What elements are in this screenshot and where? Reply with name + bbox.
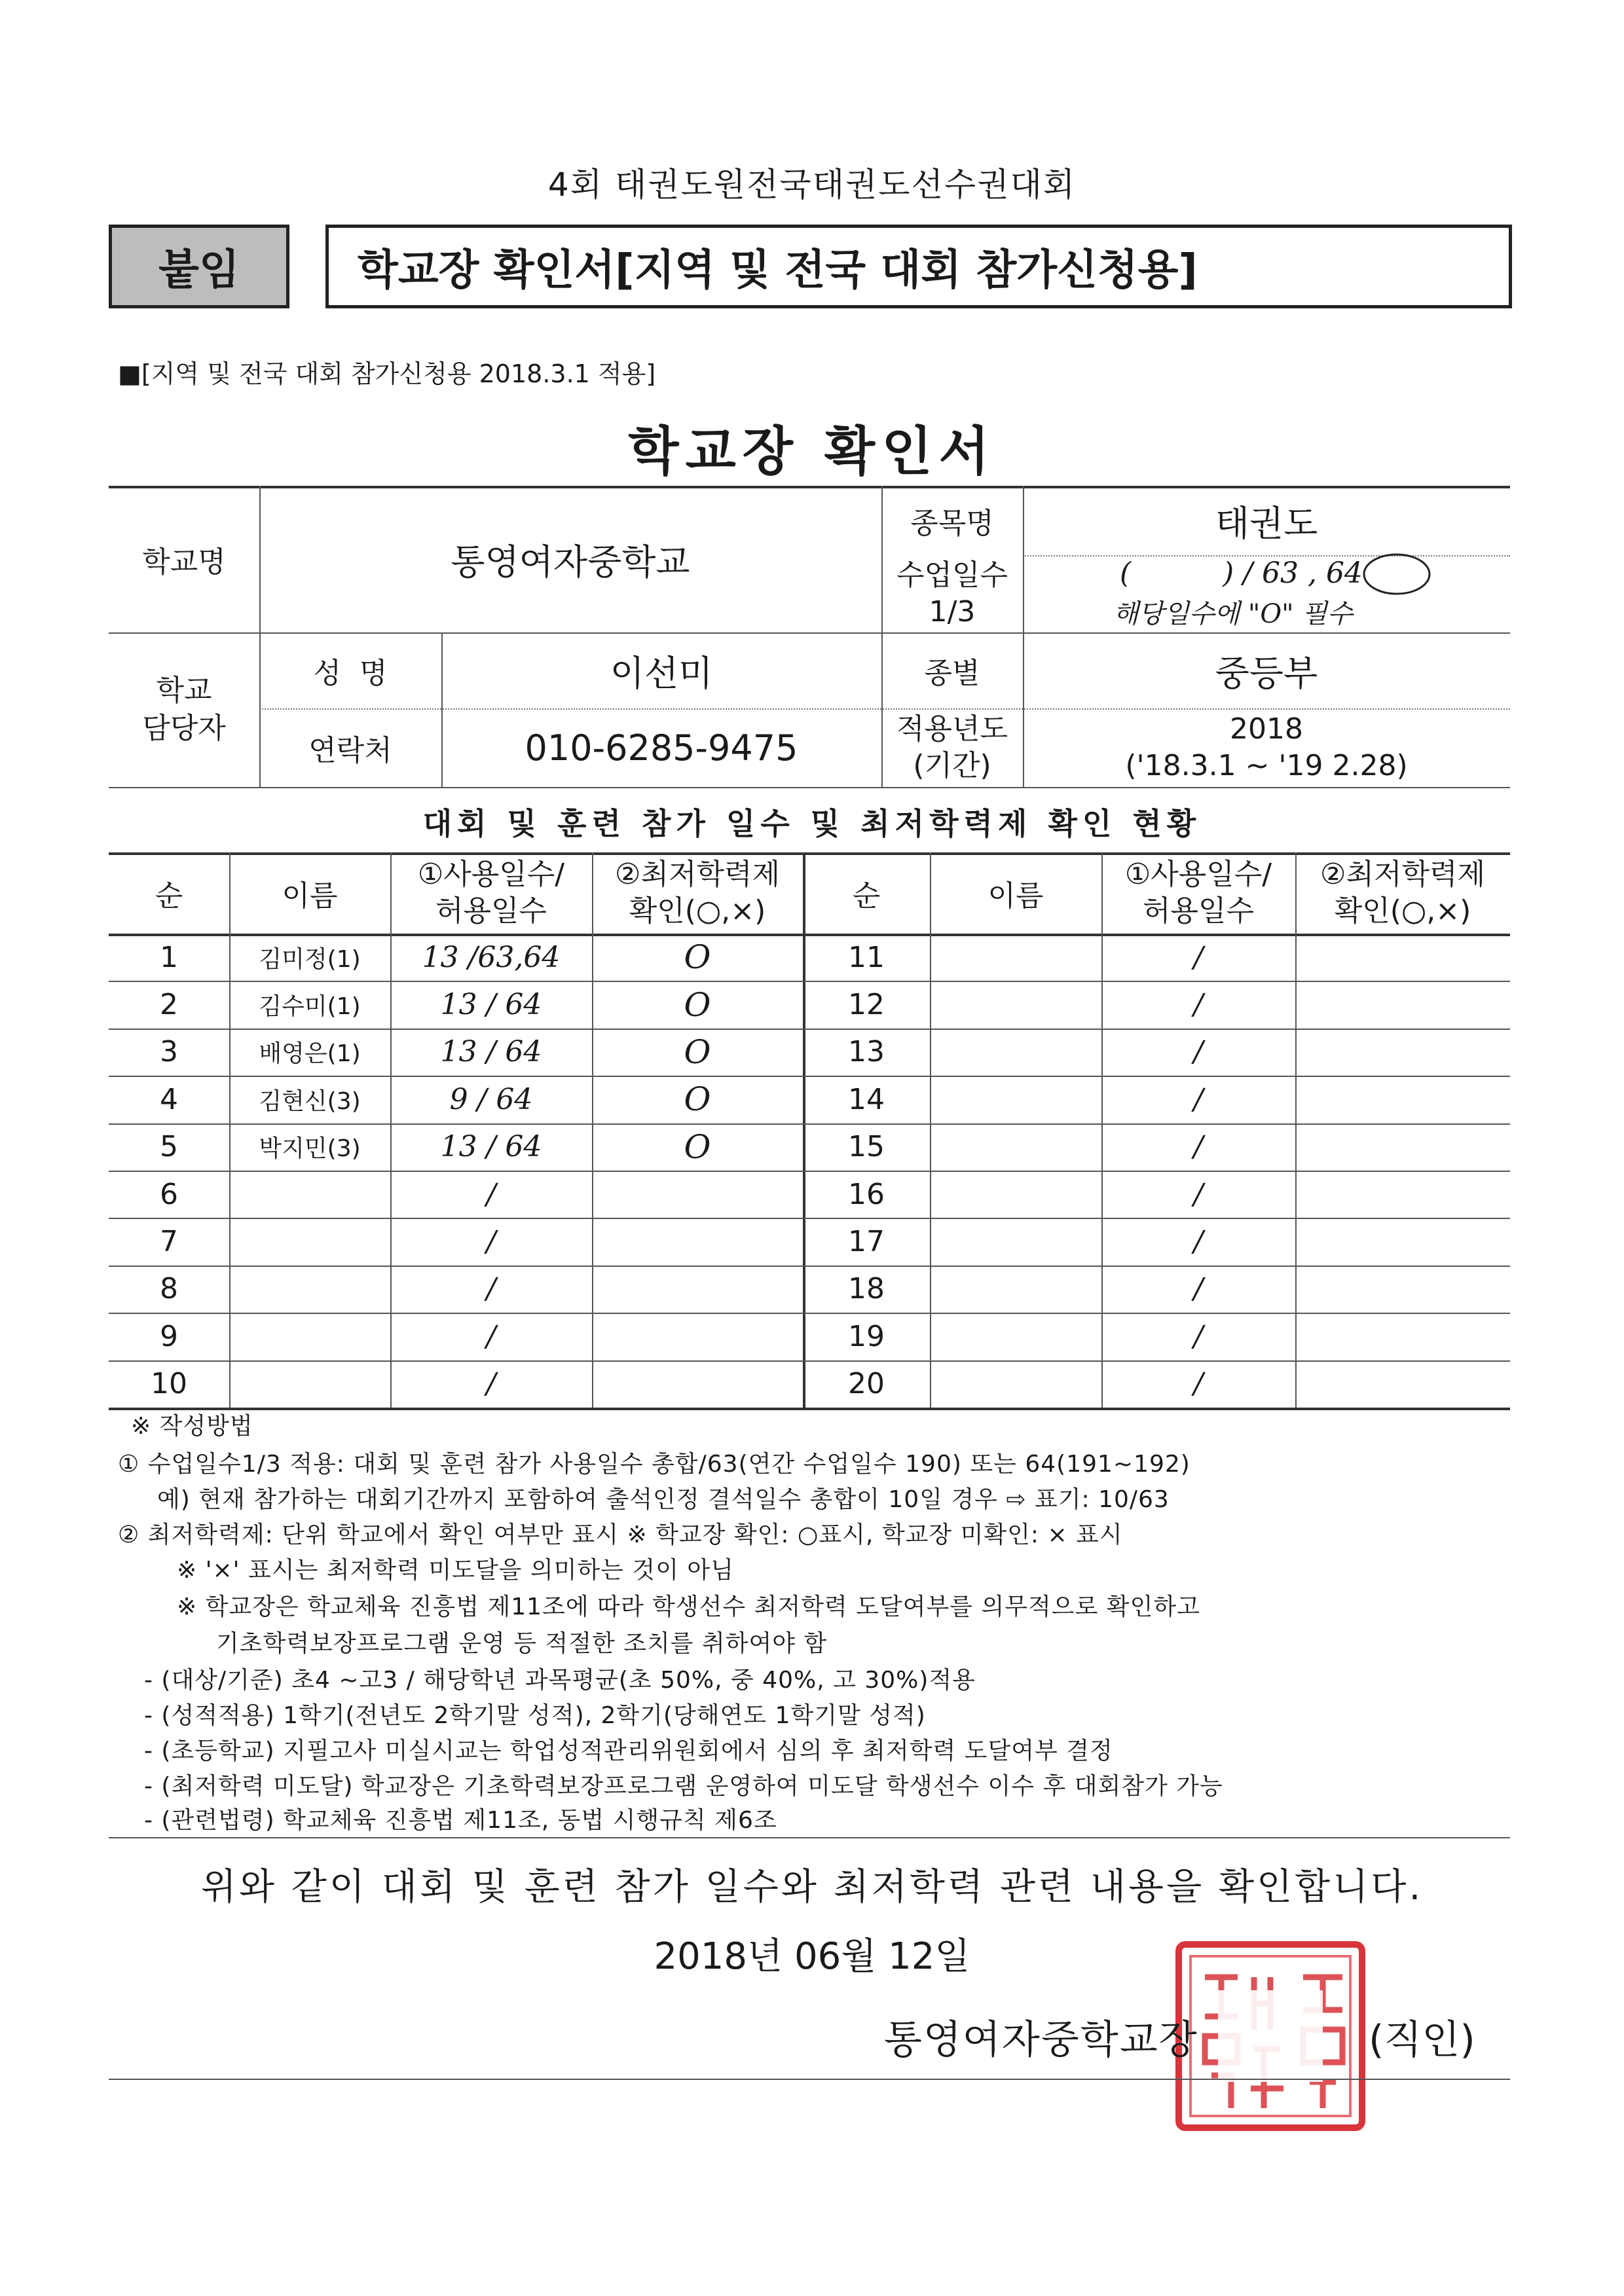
row-check-right	[1295, 1029, 1510, 1076]
row-check-right	[1295, 1218, 1510, 1265]
header-check: ②최저학력제 확인(○,×)	[615, 858, 780, 928]
row-no-left: 10	[151, 1367, 187, 1401]
row-name-left	[229, 1313, 390, 1360]
note-line: ※ '×' 표시는 최저학력 미도달을 의미하는 것이 아님	[177, 1557, 734, 1584]
header-days-right: ①사용일수/ 허용일수	[1124, 858, 1272, 928]
row-check-right	[1295, 1171, 1510, 1218]
row-name-right	[930, 1171, 1101, 1218]
row-no-left: 9	[160, 1319, 178, 1353]
row-days-left: 13 /63,64	[422, 940, 561, 974]
year-value: 2018 ('18.3.1 ~ '19 2.28)	[1125, 712, 1408, 782]
row-no-right: 11	[848, 940, 885, 974]
note-line: - (관련법령) 학교체육 진흥법 제11조, 동법 시행규칙 제6조	[144, 1807, 777, 1834]
row-name-left: 박지민(3)	[259, 1135, 361, 1163]
row-days-right: /	[1193, 1177, 1204, 1211]
row-no-right: 15	[848, 1130, 885, 1164]
note-line: 예) 현재 참가하는 대회기간까지 포함하여 출석인정 결석일수 총합이 10일 경우 ⇨ 표기: 10/63	[157, 1486, 1170, 1513]
name-value: 이선미	[610, 652, 713, 694]
sub-note: ■[지역 및 전국 대회 참가신청용 2018.3.1 적용]	[118, 359, 656, 388]
row-name-right	[930, 981, 1101, 1028]
row-days-left: /	[486, 1225, 496, 1259]
row-name-left: 김수미(1)	[259, 993, 361, 1021]
row-no-right: 14	[848, 1082, 885, 1116]
attachment-label: 붙임	[109, 225, 289, 308]
issue-date: 2018년 06월 12일	[654, 1935, 970, 1978]
row-name-left	[229, 1360, 390, 1408]
header-name-right: 이름	[987, 879, 1044, 913]
row-no-right: 12	[848, 988, 885, 1022]
certificate-title: 학교장 확인서[지역 및 전국 대회 참가신청용]	[325, 225, 1512, 308]
school-name-value: 통영여자중학교	[451, 541, 690, 583]
note-line: - (초등학교) 지필고사 미실시교는 학업성적관리위원회에서 심의 후 최저학력 도달여부 결정	[144, 1738, 1113, 1764]
row-name-right	[930, 1266, 1101, 1313]
name-label: 성 명	[313, 657, 388, 690]
row-name-right	[930, 1029, 1101, 1076]
row-check-left	[592, 1218, 803, 1265]
row-no-left: 5	[160, 1130, 178, 1164]
row-check-left	[592, 1313, 803, 1360]
row-days-left: /	[486, 1367, 496, 1401]
row-days-left: 9 / 64	[449, 1082, 533, 1116]
row-days-left: /	[486, 1319, 496, 1353]
row-days-right: /	[1193, 1367, 1204, 1401]
row-check-left: O	[684, 1127, 711, 1166]
row-check-right	[1295, 1360, 1510, 1408]
row-check-right	[1295, 1313, 1510, 1360]
header-check-right: ②최저학력제 확인(○,×)	[1320, 858, 1485, 928]
note-line: - (최저학력 미도달) 학교장은 기초학력보장프로그램 운영하여 미도달 학생선수 이수 후 대회참가 가능	[144, 1773, 1223, 1800]
row-no-left: 6	[160, 1177, 178, 1211]
row-name-right	[930, 934, 1101, 981]
row-name-left	[229, 1171, 390, 1218]
note-line: - (성적적용) 1학기(전년도 2학기말 성적), 2학기(당해연도 1학기말 성적)	[144, 1702, 926, 1729]
row-days-right: /	[1193, 988, 1204, 1022]
note-line: ※ 학교장은 학교체육 진흥법 제11조에 따라 학생선수 최저학력 도달여부를 의무적으로 확인하고	[177, 1594, 1200, 1620]
event-value: 태권도	[1215, 502, 1318, 544]
row-days-right: /	[1193, 1272, 1204, 1306]
school-seal-stamp	[1172, 1938, 1369, 2134]
class-days-value: ( ) / 63 , 64	[1120, 556, 1363, 590]
class-days-note: 해당일수에 "O" 필수	[1113, 599, 1353, 629]
row-no-left: 8	[160, 1272, 178, 1306]
row-no-left: 2	[160, 988, 178, 1022]
row-days-right: /	[1193, 1319, 1204, 1353]
row-days-left: 13 / 64	[440, 1035, 542, 1069]
row-check-left	[592, 1171, 803, 1218]
row-name-right	[930, 1360, 1101, 1408]
row-no-left: 4	[160, 1082, 178, 1116]
category-label: 종별	[924, 657, 980, 690]
row-name-right	[930, 1123, 1101, 1171]
row-days-right: /	[1193, 1130, 1204, 1164]
contact-value: 010-6285-9475	[525, 727, 798, 769]
header-no: 순	[155, 879, 183, 913]
row-name-left: 배영은(1)	[259, 1040, 361, 1068]
row-check-right	[1295, 934, 1510, 981]
row-check-left	[592, 1360, 803, 1408]
note-line: ① 수업일수1/3 적용: 대회 및 훈련 참가 사용일수 총합/63(연간 수업일수 190) 또는 64(191~192)	[118, 1451, 1190, 1478]
row-no-right: 17	[848, 1225, 885, 1259]
section-title: 대회 및 훈련 참가 일수 및 최저학력제 확인 현황	[422, 806, 1202, 841]
circle-mark	[1361, 551, 1433, 597]
row-no-left: 3	[160, 1035, 178, 1069]
confirm-text: 위와 같이 대회 및 훈련 참가 일수와 최저학력 관련 내용을 확인합니다.	[200, 1866, 1424, 1908]
main-title: 학교장 확인서	[628, 421, 996, 482]
row-check-left: O	[684, 938, 711, 977]
row-check-left	[592, 1266, 803, 1313]
row-days-right: /	[1193, 1035, 1204, 1069]
row-check-right	[1295, 1076, 1510, 1123]
row-name-left	[229, 1266, 390, 1313]
class-days-label: 수업일수 1/3	[896, 558, 1008, 629]
row-days-right: /	[1193, 940, 1204, 974]
row-no-left: 1	[160, 940, 178, 974]
row-name-right	[930, 1218, 1101, 1265]
row-name-right	[930, 1313, 1101, 1360]
row-name-left: 김현신(3)	[259, 1087, 361, 1115]
row-check-left: O	[684, 1032, 711, 1071]
manager-label: 학교 담당자	[142, 674, 226, 745]
row-days-left: 13 / 64	[440, 1130, 542, 1164]
row-no-right: 16	[848, 1177, 885, 1211]
row-days-right: /	[1193, 1082, 1204, 1116]
row-check-right	[1295, 981, 1510, 1028]
row-days-left: /	[486, 1272, 496, 1306]
row-days-left: 13 / 64	[440, 988, 542, 1022]
event-label: 종목명	[910, 507, 994, 540]
contact-label: 연락처	[308, 734, 392, 767]
row-name-right	[930, 1076, 1101, 1123]
category-value: 중등부	[1215, 652, 1318, 694]
row-check-right	[1295, 1266, 1510, 1313]
event-title: 4회 태권도원전국태권도선수권대회	[547, 166, 1077, 204]
header-days: ①사용일수/ 허용일수	[417, 858, 565, 928]
row-check-left: O	[684, 1080, 711, 1119]
row-no-right: 19	[848, 1319, 885, 1353]
seal-label: (직인)	[1369, 2017, 1475, 2063]
row-name-left: 김미정(1)	[259, 945, 361, 973]
note-line: 기초학력보장프로그램 운영 등 적절한 조치를 취하여야 함	[216, 1630, 828, 1657]
header-name: 이름	[282, 879, 338, 913]
row-days-left: /	[486, 1177, 496, 1211]
note-line: ※ 작성방법	[131, 1413, 253, 1440]
school-name-label: 학교명	[142, 545, 226, 579]
row-check-right	[1295, 1123, 1510, 1171]
row-check-left: O	[684, 985, 711, 1024]
row-no-right: 13	[848, 1035, 885, 1069]
row-days-right: /	[1193, 1225, 1204, 1259]
note-line: - (대상/기준) 초4 ~고3 / 해당학년 과목평균(초 50%, 중 40%, 고 30%)적용	[144, 1667, 976, 1694]
row-no-right: 20	[848, 1367, 885, 1401]
principal-name: 통영여자중학교장	[884, 2017, 1198, 2063]
year-label: 적용년도 (기간)	[896, 712, 1008, 782]
note-line: ② 최저학력제: 단위 학교에서 확인 여부만 표시 ※ 학교장 확인: ○표시, 학교장 미확인: × 표시	[118, 1522, 1123, 1548]
row-no-left: 7	[160, 1225, 178, 1259]
row-no-right: 18	[848, 1272, 885, 1306]
header-no-right: 순	[852, 879, 881, 913]
row-name-left	[229, 1218, 390, 1265]
